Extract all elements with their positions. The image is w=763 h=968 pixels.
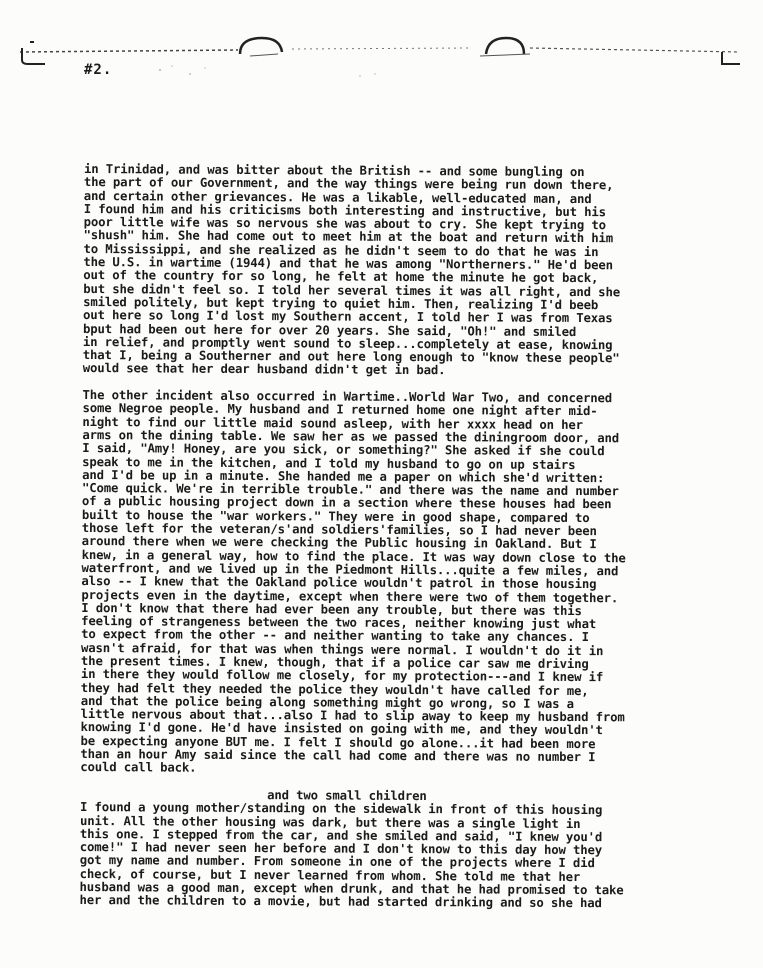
text-line: the present times. I knew, though, that if a police car saw me driving: [80, 653, 589, 672]
text-line: waterfront, and we lived up in the Piedmont Hills...quite a few miles, and: [81, 560, 619, 579]
text-line: this one. I stepped from the car, and she smiled and said, "I knew you'd: [79, 826, 603, 845]
text-line: The other incident also occurred in Wartime..World War Two, and concerned: [82, 388, 613, 406]
text-line: and that the police being along something might go wrong, so I was a: [80, 693, 574, 711]
text-line: the part of our Government, and the way things were being run down there,: [83, 175, 614, 193]
text-line: also -- I knew that the Oakland police wouldn't patrol in those housing: [81, 574, 597, 592]
text-line: out here so long I'd lost my Southern accent, I told her I was from Texas: [83, 308, 613, 326]
text-line: in relief, and promptly went sound to sleep...completely at ease, knowing: [82, 334, 613, 353]
text-line: poor little wife was so nervous she was about to cry. She kept trying to: [83, 215, 606, 233]
continuation-lines: [79, 801, 716, 911]
text-line: but she didn't feel so. I told her several times it was all right, and she: [83, 281, 621, 299]
text-line: could call back.: [80, 760, 197, 776]
text-line: I don't know that there had ever been any trouble, but there was this: [81, 600, 582, 618]
text-line: her and the children to a movie, but had started drinking and so she had: [79, 893, 602, 911]
page-number: #2.: [84, 62, 113, 78]
text-line: I found a young mother/standing on the sidewalk in front of this housing: [80, 800, 603, 818]
text-line: around there when we were checking the Public housing in Oakland. But I: [81, 534, 597, 552]
text-line: than an hour Amy said since the call had come and there was no number I: [80, 747, 596, 765]
text-line: to expect from the other -- and neither wanting to take any chances. I: [81, 627, 589, 645]
text-line: husband was a good man, except when drunk, and that he had promised to take: [79, 880, 624, 898]
text-line: some Negroe people. My husband and I returned home one night after mid-: [82, 401, 598, 419]
text-line: little nervous about that...also I had to slip away to keep my husband from: [80, 707, 625, 725]
paragraph-lines: [80, 163, 720, 779]
text-line: be expecting anyone BUT me. I felt I should go alone...it had been more: [80, 733, 596, 751]
text-line: those left for the veteran/s'and soldiers'families, so I had never been: [81, 521, 597, 539]
text-line: out of the country for so long, he felt at home the minute he got back,: [83, 268, 599, 286]
text-line: speak to me in the kitchen, and I told my husband to go on up stairs: [82, 454, 576, 472]
text-line: unit. All the other housing was dark, but there was a single light in: [79, 813, 581, 831]
text-line: knowing I'd gone. He'd have insisted on going with me, and they wouldn't: [80, 720, 603, 738]
text-line: that I, being a Southerner and out here long enough to "know these people": [82, 348, 620, 366]
text-line: smiled politely, but kept trying to quiet him. Then, realizing I'd beeb: [83, 294, 599, 313]
text-line: in Trinidad, and was bitter about the British -- and some bungling on: [83, 162, 585, 180]
text-line: feeling of strangeness between the two races, neither knowing just what: [81, 614, 597, 632]
text-line: got my name and number. From someone in one of the projects where I did: [79, 853, 595, 871]
text-line: built to house the "war workers." They were in good shape, compared to: [81, 507, 590, 525]
text-line: in there they would follow me closely, for my protection---and I knew if: [80, 667, 604, 685]
text-line: "Come quick. We're in terrible trouble." and there was the name and number: [81, 481, 619, 499]
text-line: arms on the dining table. We saw her as we passed the diningroom door, and: [82, 427, 620, 446]
text-line: I found him and his criticisms both interesting and instructive, but his: [83, 201, 607, 220]
text-line: check, of course, but I never learned from whom. She told me that her: [79, 866, 581, 884]
text-line: they had felt they needed the police they wouldn't have called for me,: [80, 680, 589, 698]
text-line: night to find our little maid sound asleep, with her xxxx head on her: [82, 414, 583, 432]
handwritten-insert: and two small children: [267, 788, 427, 804]
text-line: to Mississippi, and she realized as he didn't seem to do that he was in: [83, 241, 599, 259]
typed-body: [79, 163, 720, 911]
text-line: would see that her dear husband didn't get in bad.: [82, 361, 446, 378]
text-line: the U.S. in wartime (1944) and that he was among "Northerners." He'd been: [83, 255, 613, 273]
binder-marks: [0, 30, 763, 80]
text-line: "shush" him. She had come out to meet him at the boat and return with him: [83, 228, 614, 246]
text-line: knew, in a general way, how to find the place. It was way down close to the: [81, 547, 626, 565]
text-line: of a public housing project down in a section where these houses had been: [81, 494, 612, 512]
text-line: I said, "Amy! Honey, are you sick, or something?" She asked if she could: [82, 441, 605, 459]
text-line: projects even in the daytime, except when there were two of them together.: [81, 587, 619, 605]
text-line: bput had been out here for over 20 years. She said, "Oh!" and smiled: [82, 321, 577, 339]
text-line: wasn't afraid, for that was when things were normal. I wouldn't do it in: [80, 640, 604, 658]
text-line: come!" I had never seen her before and I don't know to this day how they: [79, 840, 603, 858]
text-line: and certain other grievances. He was a likable, well-educated man, and: [83, 188, 592, 206]
text-line: and I'd be up in a minute. She handed me a paper on which she'd written:: [82, 467, 605, 486]
